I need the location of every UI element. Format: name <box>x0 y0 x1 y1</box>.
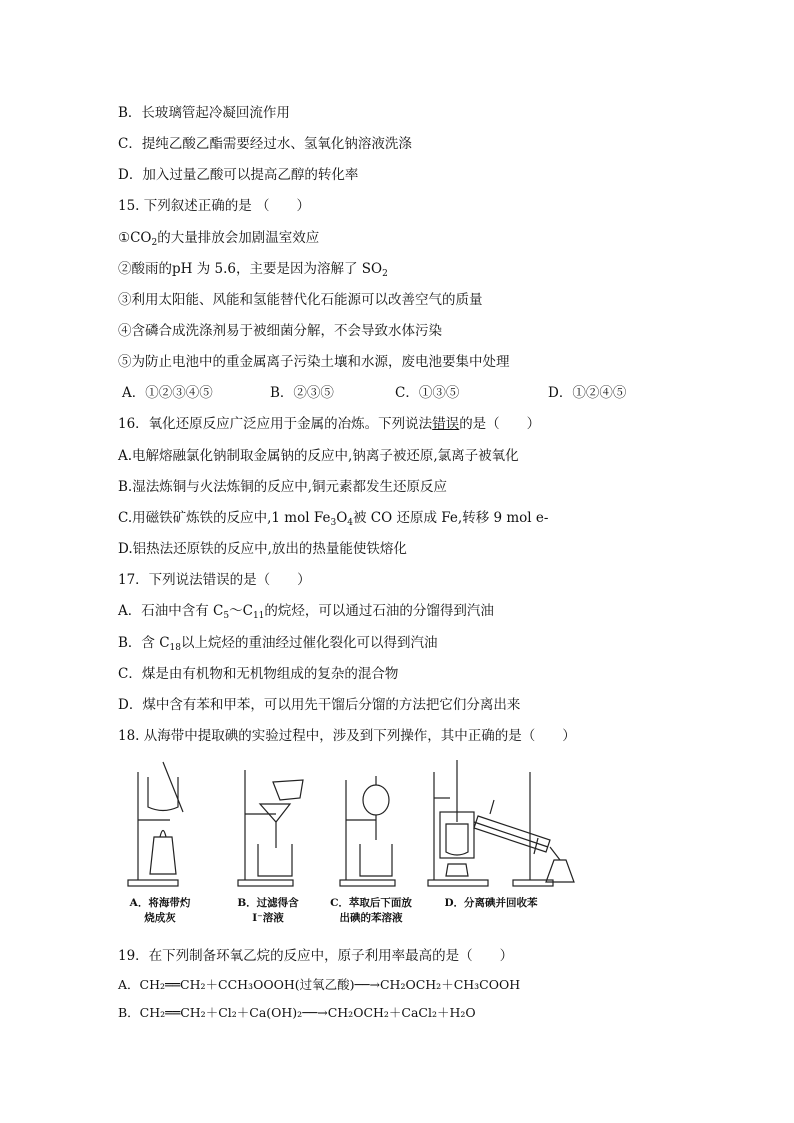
q15-statement-5: ⑤为防止电池中的重金属离子污染土壤和水源，废电池要集中处理 <box>118 354 510 370</box>
caption-a: A．将海带灼 烧成灰 <box>129 897 191 924</box>
q17-option-c: C．煤是由有机物和无机物组成的复杂的混合物 <box>118 666 399 682</box>
q16-option-d: D.铝热法还原铁的反应中,放出的热量能使铁熔化 <box>118 541 407 557</box>
q16-option-b: B.湿法炼铜与火法炼铜的反应中,铜元素都发生还原反应 <box>118 479 448 495</box>
q14-option-d: D．加入过量乙酸可以提高乙醇的转化率 <box>118 167 359 183</box>
q15-option-d: D．①②④⑤ <box>548 385 627 401</box>
q17-stem: 17．下列说法错误的是（ ） <box>118 572 311 588</box>
q17-option-a: A．石油中含有 $C_5\sim C_{11}$的烷烃，可以通过石油的分馏得到汽油 <box>118 603 494 621</box>
q15-statement-4: ④含磷合成洗涤剂易于被细菌分解，不会导致水体污染 <box>118 323 442 339</box>
apparatus-b-drawing <box>238 770 303 886</box>
q19-option-b: B．CH₂══CH₂＋Cl₂＋Ca(OH)₂──→CH₂OCH₂＋CaCl₂＋H₂O <box>118 1005 476 1020</box>
caption-b: B．过滤得含 I⁻溶液 <box>237 897 299 924</box>
q15-stem: 15. 下列叙述正确的是 （ ） <box>118 198 311 214</box>
q16-option-a: A.电解熔融氯化钠制取金属钠的反应中,钠离子被还原,氯离子被氧化 <box>118 448 519 464</box>
q15-statement-2: ②酸雨的pH 为 5.6，主要是因为溶解了 $SO_2$ <box>118 261 388 279</box>
q16-stem: 16．氧化还原反应广泛应用于金属的冶炼。下列说法错误的是（ ） <box>118 416 541 432</box>
caption-c: C．萃取后下面放 出碘的苯溶液 <box>330 897 412 924</box>
apparatus-drawings <box>118 752 578 892</box>
caption-d: D．分离碘并回收苯 <box>444 897 538 909</box>
apparatus-a-drawing <box>128 762 183 886</box>
q15-statement-1: $①CO_2$的大量排放会加剧温室效应 <box>118 230 320 248</box>
q17-option-b: B．含 $C_{18}$以上烷烃的重油经过催化裂化可以得到汽油 <box>118 635 438 653</box>
q18-apparatus-figure <box>118 752 578 932</box>
q19-stem: 19．在下列制备环氧乙烷的反应中，原子利用率最高的是（ ） <box>118 948 514 964</box>
q14-option-b: B．长玻璃管起冷凝回流作用 <box>118 105 290 121</box>
apparatus-c-drawing <box>340 776 395 886</box>
q15-option-b: B．②③⑤ <box>270 385 334 401</box>
apparatus-d-drawing <box>428 760 574 886</box>
q15-option-a: A．①②③④⑤ <box>122 385 213 401</box>
q14-option-c: C．提纯乙酸乙酯需要经过水、氢氧化钠溶液洗涤 <box>118 136 412 152</box>
q19-option-a: A．CH₂══CH₂＋CCH₃OOOH(过氧乙酸)──→CH₂OCH₂＋CH₃COOH <box>118 977 521 992</box>
q16-option-c: C.用磁铁矿炼铁的反应中,1 mol $Fe_3O_4$被 CO 还原成 Fe,转移 9 mol e- <box>118 510 549 528</box>
q17-option-d: D．煤中含有苯和甲苯，可以用先干馏后分馏的方法把它们分离出来 <box>118 697 521 713</box>
q15-statement-3: ③利用太阳能、风能和氢能替代化石能源可以改善空气的质量 <box>118 292 483 308</box>
q15-option-c: C．①③⑤ <box>395 385 460 401</box>
q18-stem: 18. 从海带中提取碘的实验过程中，涉及到下列操作，其中正确的是（ ） <box>118 728 576 744</box>
